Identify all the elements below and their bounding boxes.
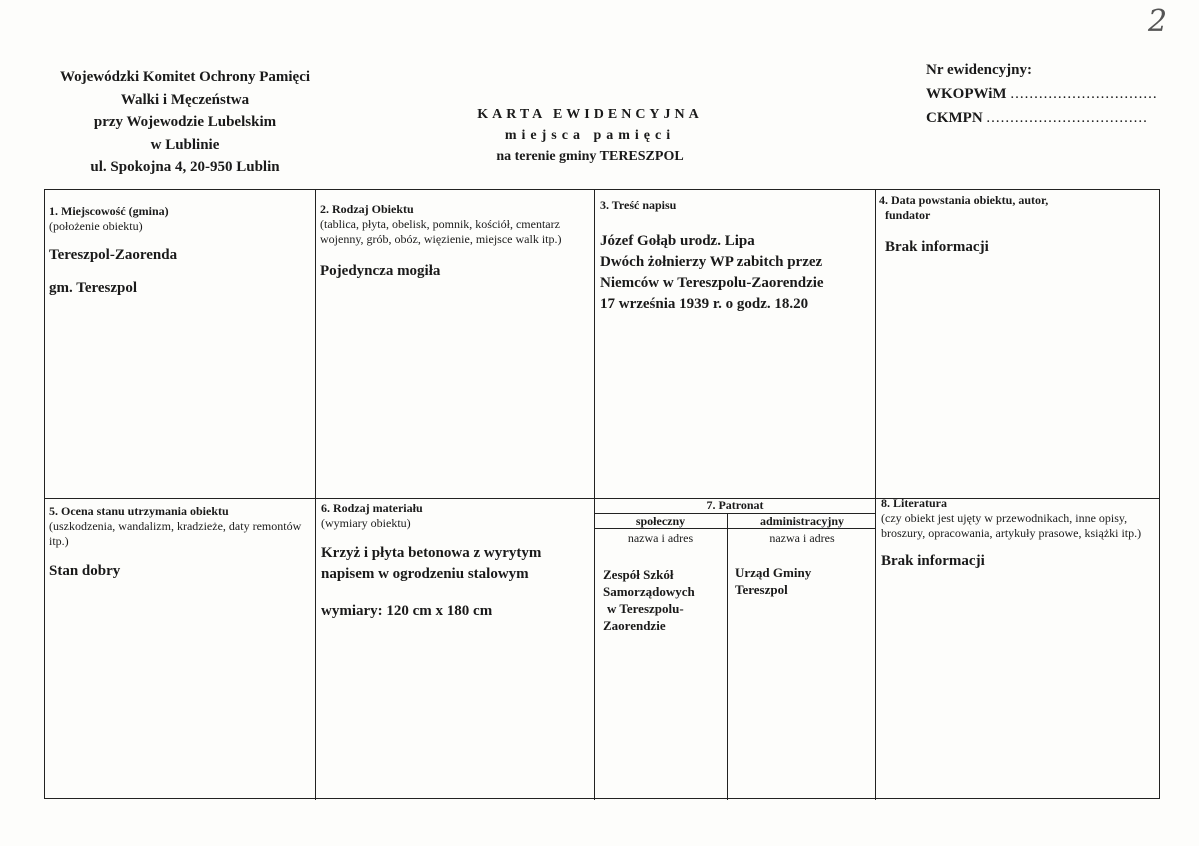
- column-divider: [594, 190, 595, 800]
- patronat-line: Tereszpol: [735, 582, 788, 597]
- field-hint: (wymiary obiektu): [321, 516, 411, 530]
- patronat-social-head: społeczny: [635, 514, 686, 528]
- field-value: gm. Tereszpol: [49, 280, 138, 296]
- patronat-line: w Tereszpolu-: [607, 601, 684, 616]
- field-value: Tereszpol-Zaorenda: [49, 247, 178, 263]
- patronat-label: 7. Patronat: [706, 498, 764, 512]
- column-divider: [875, 190, 876, 800]
- field-hint: (tablica, płyta, obelisk, pomnik, kościół, cmentarz wojenny, grób, obóz, więzienie, miejsce walk itp.): [320, 217, 562, 246]
- registry-ckmpn: [926, 106, 1176, 130]
- title-gmina: na terenie gminy TERESZPOL: [496, 149, 684, 164]
- field-label: 8. Literatura: [881, 496, 947, 510]
- registry-wkopwim: [926, 82, 1176, 106]
- field-value: Krzyż i płyta betonowa z wyrytym napisem w ogrodzeniu stalowym: [321, 545, 542, 582]
- org-line: Wojewódzki Komitet Ochrony Pamięci: [59, 69, 311, 85]
- inscription-line: Niemców w Tereszpolu-Zaorendzie: [600, 275, 824, 291]
- field-location: [49, 204, 309, 299]
- inscription-line: Józef Gołąb urodz. Lipa: [600, 233, 755, 249]
- ckmpn-label: CKMPN: [926, 110, 983, 126]
- wkopwim-label: WKOPWiM: [926, 86, 1007, 102]
- org-line: ul. Spokojna 4, 20-950 Lublin: [90, 159, 280, 175]
- field-label: 3. Treść napisu: [600, 198, 677, 212]
- patronat-social-value: [603, 566, 725, 634]
- record-table: [44, 189, 1160, 799]
- title-subline: miejsca pamięci: [504, 128, 676, 143]
- field-label: 2. Rodzaj Obiektu: [320, 202, 414, 216]
- field-hint: (czy obiekt jest ujęty w przewodnikach, inne opisy, broszury, opracowania, artykuły prasowe, książki itp.): [881, 511, 1142, 540]
- field-value: wymiary: 120 cm x 180 cm: [321, 603, 493, 619]
- organization-header: [30, 66, 340, 179]
- page-number: 2: [1148, 4, 1168, 39]
- patronat-line: Zespół Szkół: [603, 567, 674, 582]
- field-material: [321, 501, 587, 622]
- column-divider: [315, 190, 316, 800]
- field-hint: (uszkodzenia, wandalizm, kradzieże, daty remontów itp.): [49, 519, 302, 548]
- wkopwim-dots: ...............................: [1010, 86, 1158, 102]
- title-line: KARTA EWIDENCYJNA: [477, 107, 703, 122]
- field-label: 5. Ocena stanu utrzymania obiektu: [49, 504, 229, 518]
- patronat-column-divider: [727, 513, 728, 800]
- field-creation-date: [879, 193, 1149, 258]
- field-label: 4. Data powstania obiektu, autor,: [879, 193, 1049, 207]
- ckmpn-dots: ..................................: [986, 110, 1148, 126]
- inscription-line: Dwóch żołnierzy WP zabitch przez: [600, 254, 823, 270]
- patronat-admin-head: administracyjny: [760, 514, 844, 528]
- field-value: Stan dobry: [49, 563, 121, 579]
- field-condition: [49, 504, 311, 582]
- org-line: w Lublinie: [150, 136, 220, 153]
- registry-numbers: [926, 58, 1176, 130]
- field-label: 1. Miejscowość (gmina): [49, 204, 169, 218]
- org-line: Walki i Męczeństwa: [120, 91, 250, 108]
- patronat-social-sub: nazwa i adres: [627, 531, 694, 545]
- field-value: Brak informacji: [885, 239, 989, 255]
- patronat-admin-sub: nazwa i adres: [769, 531, 835, 545]
- field-value: Brak informacji: [881, 553, 985, 569]
- field-hint: (położenie obiektu): [49, 219, 143, 233]
- field-label-cont: fundator: [885, 208, 931, 222]
- field-label: 6. Rodzaj materiału: [321, 501, 423, 515]
- registry-label: Nr ewidencyjny:: [926, 62, 1032, 78]
- inscription-line: 17 września 1939 r. o godz. 18.20: [600, 296, 809, 312]
- field-object-type: [320, 202, 586, 282]
- patronat-line: Samorządowych: [603, 584, 695, 599]
- patronat-line: Urząd Gminy: [735, 565, 812, 580]
- org-line: przy Wojewodzie Lubelskim: [93, 114, 277, 130]
- document-title: [430, 104, 750, 167]
- patronat-line: Zaorendzie: [603, 618, 666, 633]
- field-inscription: [600, 198, 872, 315]
- field-value: Pojedyncza mogiła: [320, 263, 441, 279]
- field-literature: [881, 496, 1159, 572]
- patronat-admin-value: [735, 564, 873, 598]
